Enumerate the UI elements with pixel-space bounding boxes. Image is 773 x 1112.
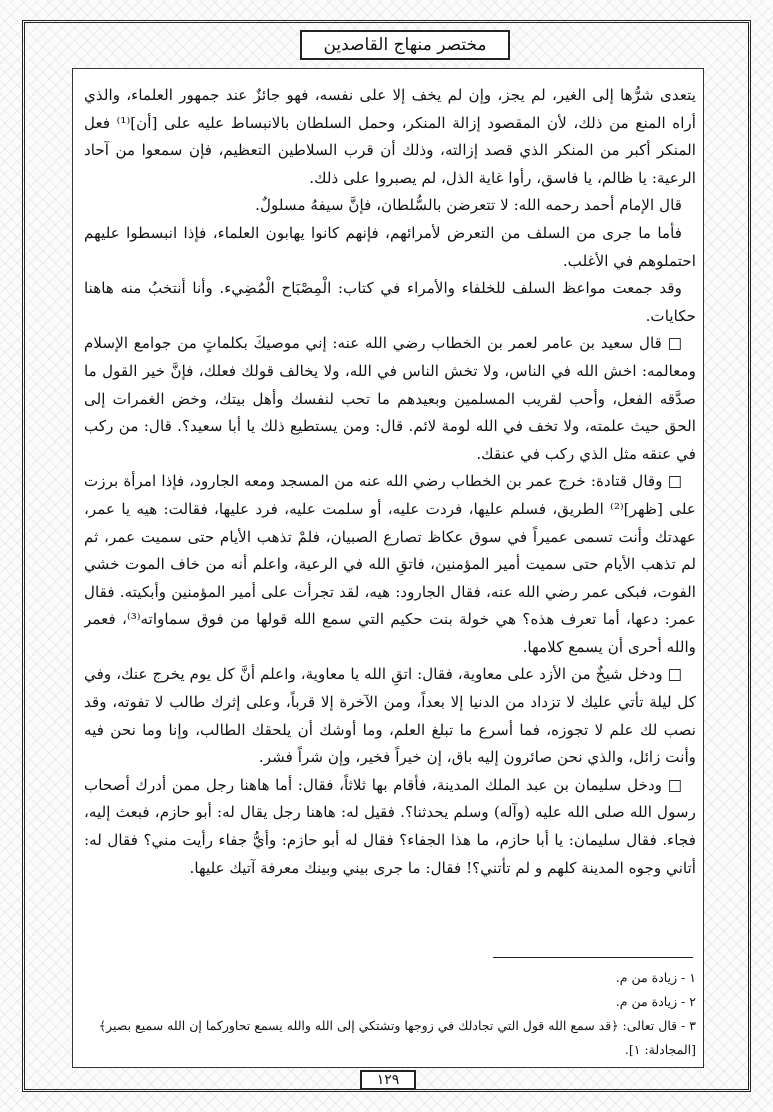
footnote-divider xyxy=(493,957,693,958)
footnote: ٢ - زيادة من م. xyxy=(615,994,696,1009)
paragraph: فأما ما جرى من السلف من التعرض لأمرائهم، فإنهم كانوا يهابون العلماء، فإذا انبسطوا عليهم احتملوهم في الأغلب. xyxy=(84,223,696,270)
footnote: ١ - زيادة من م. xyxy=(615,970,696,985)
main-text xyxy=(84,82,696,942)
footnotes xyxy=(84,966,696,1062)
book-title: مختصر منهاج القاصدين xyxy=(323,35,487,55)
paragraph: □ ودخل شيخٌ من الأزد على معاوية، فقال: اتقِ الله يا معاوية، واعلم أنَّ كل يوم يخرج عنك، وفي كل ليلة تأتي عليك لا تزداد من الدنيا إلا بعداً، ومن الآخرة إلا قرباً، وعلى إثرك طالب لا تفوته، وقد نصب لك علم لا تجوزه، فما أسرع ما تبلغ العلم، وما أوشك أن يلحقك الطالب، وإنا وما نحن فيه وأنت زائل، والذي نحن صائرون إليه باق، إن خيراً فخير، وإن شراً فشر. xyxy=(84,665,696,767)
paragraph: □ ودخل سليمان بن عبد الملك المدينة، فأقام بها ثلاثاً، فقال: أما هاهنا رجل ممن أدرك أصحاب رسول الله صلى الله عليه (وآله) وسلم يحدثنا؟. فقيل له: هاهنا رجل يقال له: أبو حازم، فبعث إليه، فجاء. فقال سليمان: يا أبا حازم، ما هذا الجفاء؟ فقال له أبو حازم: وأيُّ جفاء رأيت مني؟ فقال له: أتاني وجوه المدينة كلهم و لم تأتني؟! فقال: ما جرى بيني وبينك معرفة آتيك عليها. xyxy=(84,775,696,877)
paragraph: يتعدى شرُّها إلى الغير، لم يجز، وإن لم يخف إلا على نفسه، فهو جائزٌ عند جمهور العلماء، والذي أراه المنع من ذلك، لأن المقصود إزالة المنكر، وحمل السلطان بالانبساط عليه على [أن]⁽¹⁾ فعل المنكر أكبر من المنكر الذي قصد إزالته، وذلك أن قرب السلاطين التعظيم، فإن سمعوا من آحاد الرعية: يا ظالم، يا فاسق، رأوا غاية الذل، لم يصبروا على ذلك. xyxy=(84,86,696,187)
page-number: ١٢٩ xyxy=(376,1072,400,1088)
paragraph: قال الإمام أحمد رحمه الله: لا تتعرضن بالسُّلطان، فإنَّ سيفهُ مسلولٌ. xyxy=(255,196,682,215)
running-header xyxy=(300,30,510,60)
paragraph: □ قال سعيد بن عامر لعمر بن الخطاب رضي الله عنه: إني موصيكَ بكلماتٍ من جوامع الإسلام ومعالمه: اخش الله في الناس، ولا تخش الناس في الله، ولا يخالف قولك فعلك، فإنَّ خير القول ما صدَّقه الفعل، وأحب لقريب المسلمين وبعيدهم ما تحب لنفسك وأهل بيتك، وخض الغمرات إلى الحق حيث علمته، ولا تخف في الله لومة لائم. قال: ومن يستطيع ذلك يا أبا سعيد؟. قال: من ركب في عنقه مثل الذي ركب في عنقك. xyxy=(84,334,696,463)
paragraph: وقد جمعت مواعظ السلف للخلفاء والأمراء في كتاب: الْمِصْبَاح الْمُضِيء. وأنا أنتخبُ منه هاهنا حكايات. xyxy=(84,279,696,325)
footnote: ٣ - قال تعالى: ﴿قد سمع الله قول التي تجادلك في زوجها وتشتكي إلى الله والله يسمع تحاوركما إن الله سميع بصير﴾[المجادلة: ١]. xyxy=(98,1018,696,1057)
page-number-box xyxy=(360,1070,416,1090)
paragraph: □ وقال قتادة: خرج عمر بن الخطاب رضي الله عنه من المسجد ومعه الجارود، فإذا امرأة برزت على [ظهر]⁽²⁾ الطريق، فسلم عليها، فردت عليه، أو سلمت عليه، فرد عليها، فقالت: هيه يا عمر، عهدتك وأنت تسمى عميراً في سوق عكاظ تصارع الصبيان، فلمْ تذهب الأيام حتى سميت عمر، ثم لم تذهب الأيام حتى سميت أمير المؤمنين، فاتقِ الله في الرعية، واعلم أنه من خاف الموت خشي الفوت، فبكى عمر رضي الله عنه، فقال الجارود: هيه، لقد تجرأت على أمير المؤمنين وأبكيته. فقال عمر: دعها، أما تعرف هذه؟ هي خولة بنت حكيم التي سمع الله قولها من فوق سماواته⁽³⁾، فعمر والله أحرى أن يسمع كلامها. xyxy=(84,472,696,656)
